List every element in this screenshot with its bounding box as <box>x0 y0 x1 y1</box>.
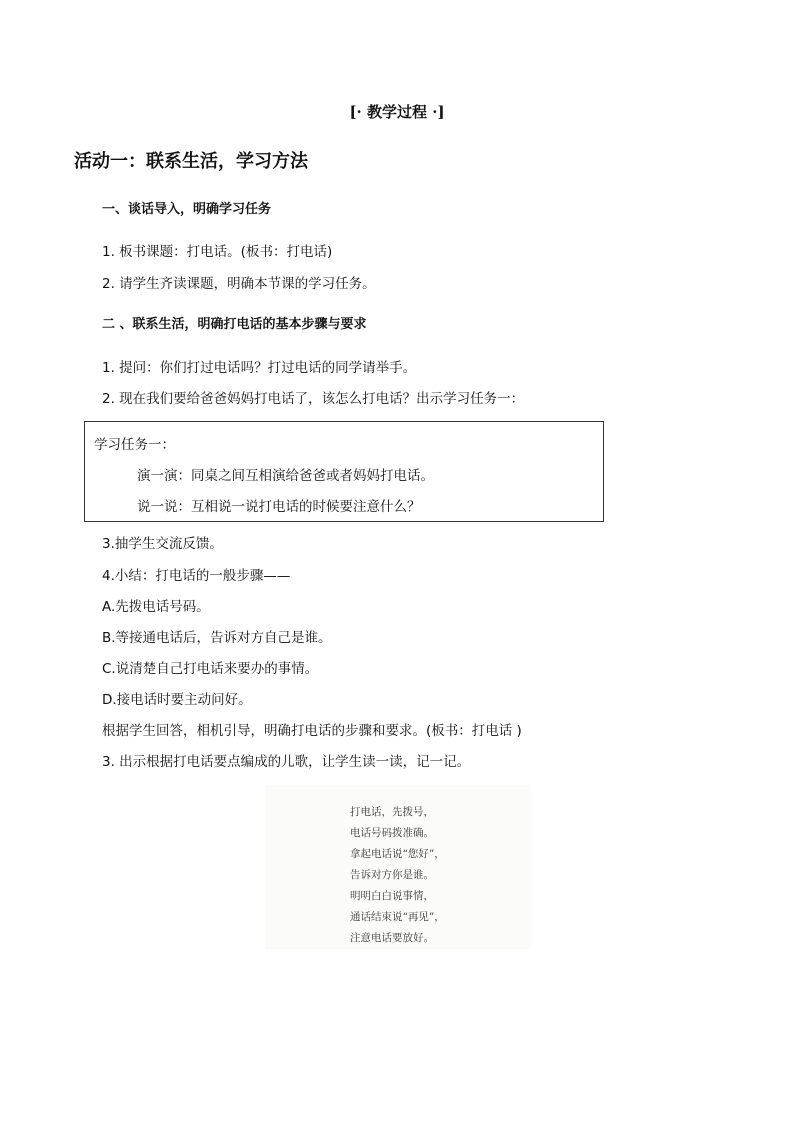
part2-item-2: 2. 现在我们要给爸爸妈妈打电话了，该怎么打电话？出示学习任务一： <box>102 391 525 407</box>
task-box-title: 学习任务一： <box>94 437 175 453</box>
task-box-line-1: 演一演：同桌之间互相演给爸爸或者妈妈打电话。 <box>137 468 434 484</box>
poem-line: 明明白白说事情， <box>350 890 434 902</box>
part1-heading: 一、谈话导入，明确学习任务 <box>102 202 272 217</box>
step-a: A.先拨电话号码。 <box>102 599 210 615</box>
rhyme-intro: 3. 出示根据打电话要点编成的儿歌，让学生读一读，记一记。 <box>102 754 471 770</box>
part1-item-1: 1. 板书课题：打电话。(板书：打电话) <box>102 244 333 260</box>
guidance-line: 根据学生回答，相机引导，明确打电话的步骤和要求。(板书：打电话 ) <box>102 723 522 739</box>
poem-line: 告诉对方你是谁。 <box>350 869 434 881</box>
summary-heading: 4.小结：打电话的一般步骤—— <box>102 568 291 584</box>
feedback-step: 3.抽学生交流反馈。 <box>102 536 223 552</box>
poem-line: 打电话，先拨号， <box>350 806 434 818</box>
children-rhyme-image <box>265 785 531 949</box>
poem-line: 注意电话要放好。 <box>350 932 434 944</box>
learning-task-box <box>84 421 604 522</box>
step-d: D.接电话时要主动问好。 <box>102 692 252 708</box>
part2-heading: 二 、联系生活，明确打电话的基本步骤与要求 <box>102 317 367 332</box>
task-box-line-2: 说一说：互相说一说打电话的时候要注意什么？ <box>137 499 421 515</box>
step-b: B.等接通电话后，告诉对方自己是谁。 <box>102 630 332 646</box>
part1-item-2: 2. 请学生齐读课题，明确本节课的学习任务。 <box>102 276 376 292</box>
step-c: C.说清楚自己打电话来要办的事情。 <box>102 661 319 677</box>
poem-line: 电话号码拨准确。 <box>350 827 434 839</box>
poem-line: 拿起电话说“您好”， <box>350 848 445 860</box>
activity-heading: 活动一：联系生活，学习方法 <box>74 151 308 172</box>
part2-item-1: 1. 提问：你们打过电话吗？打过电话的同学请举手。 <box>102 360 417 376</box>
section-title: [· 教学过程 ·] <box>349 103 445 121</box>
poem-line: 通话结束说“再见”， <box>350 911 445 923</box>
